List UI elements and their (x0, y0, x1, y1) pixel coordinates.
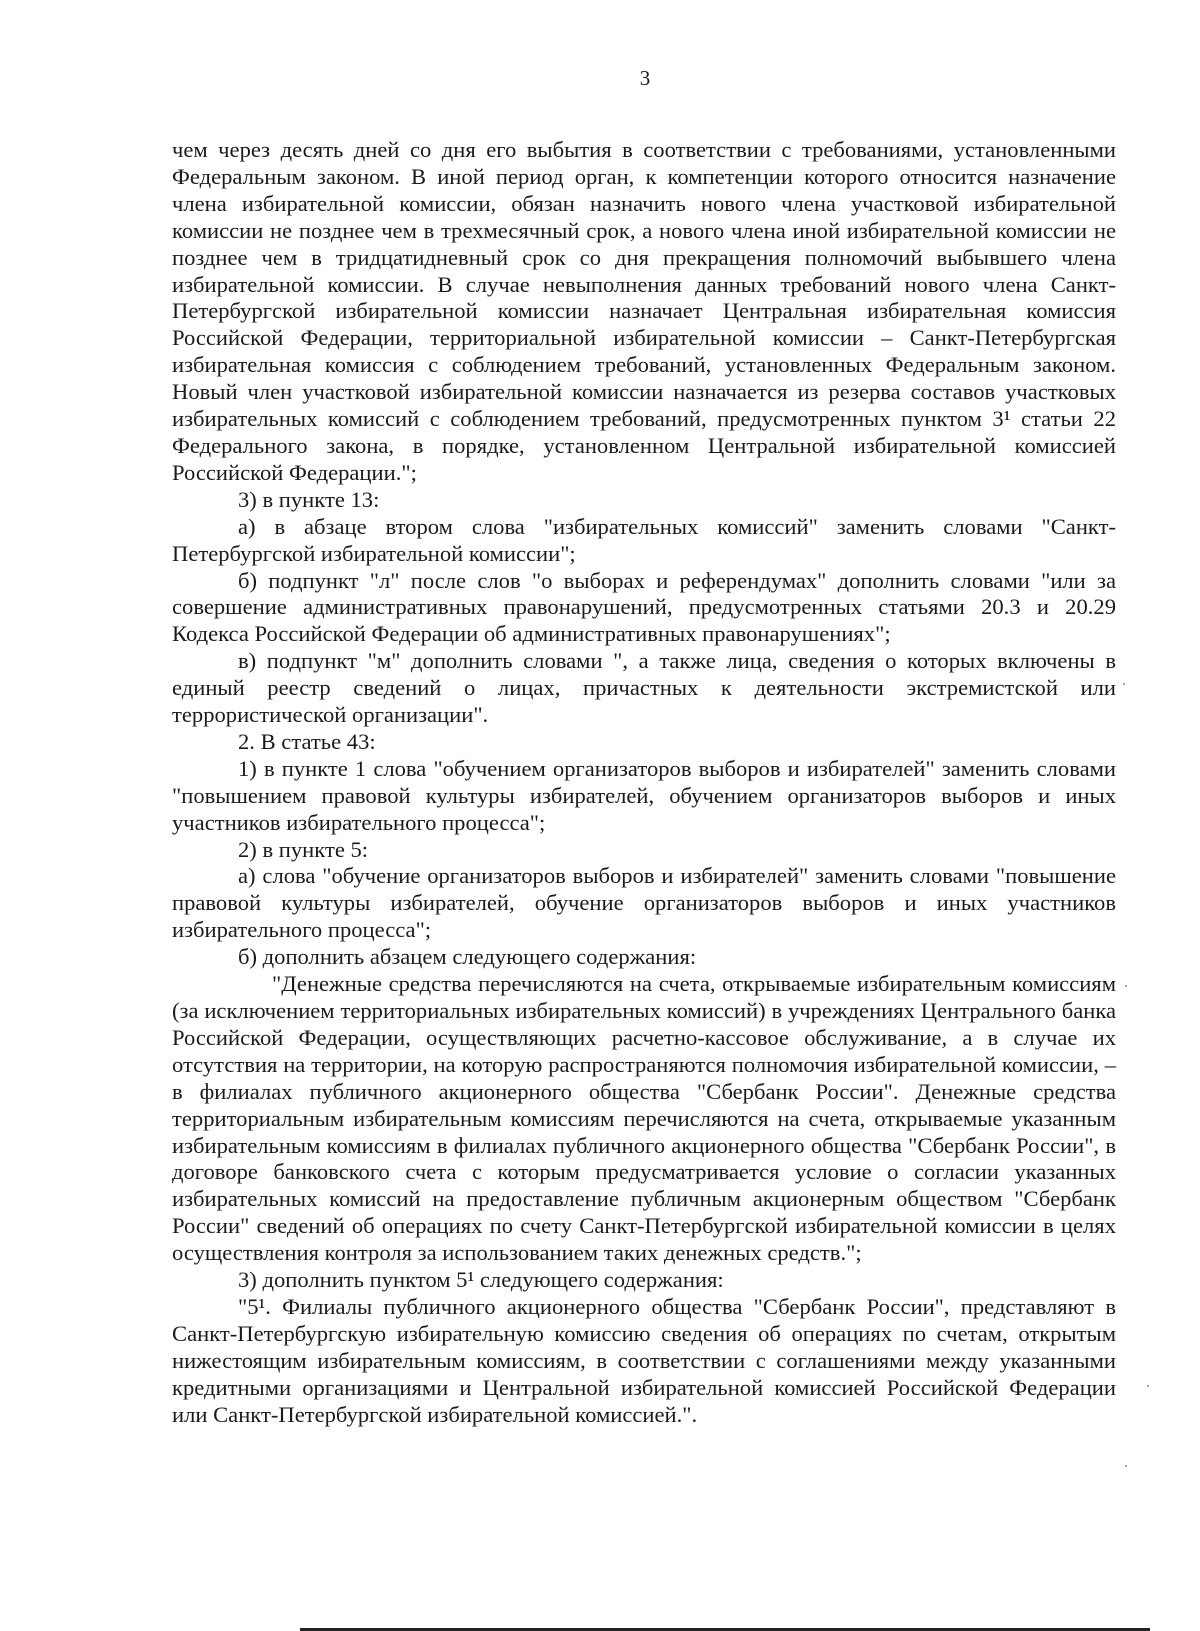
paragraph-quoted-5-1: "5¹. Филиалы публичного акционерного общества "Сбербанк России", представляют в Санкт-Петербургскую избирательную комиссию сведения об операциях по счетам, открытым нижестоящим избирательным комиссиям, в соответствии с соглашениями между указанными кредитными организациями и Центральной избирательной комиссией Российской Федерации или Санкт-Петербургской избирательной комиссией.". (172, 1293, 1116, 1427)
paragraph-item-2a: а) слова "обучение организаторов выборов и избирателей" заменить словами "повышение правовой культуры избирателей, обучение организаторов выборов и иных участников избирательного процесса"; (172, 863, 1116, 943)
paragraph-item-1: 1) в пункте 1 слова "обучением организаторов выборов и избирателей" заменить словами "повышением правовой культуры избирателей, обучением организаторов выборов и иных участников избирательного процесса"; (172, 755, 1116, 835)
paragraph-item-3b: б) подпункт "л" после слов "о выборах и референдумах" дополнить словами "или за совершение административных правонарушений, предусмотренных статьями 20.3 и 20.29 Кодекса Российской Федерации об административных правонарушениях"; (172, 567, 1116, 647)
document-body (172, 137, 1116, 1429)
scan-speck (1147, 1385, 1149, 1387)
page-number: 3 (639, 66, 651, 90)
scan-speck (1125, 1465, 1127, 1467)
paragraph-item-3a: а) в абзаце втором слова "избирательных комиссий" заменить словами "Санкт-Петербургской избирательной комиссии"; (172, 513, 1116, 566)
paragraph-item-2: 2) в пункте 5: (238, 836, 369, 862)
paragraph-item-2b: б) дополнить абзацем следующего содержания: (238, 944, 697, 970)
paragraph-item-3: 3) в пункте 13: (238, 486, 380, 512)
paragraph-item-3-add: 3) дополнить пунктом 5¹ следующего содержания: (238, 1267, 724, 1293)
paragraph-item-3v: в) подпункт "м" дополнить словами ", а также лица, сведения о которых включены в единый реестр сведений о лицах, причастных к деятельности экстремистской или террористической организации". (172, 648, 1116, 728)
paragraph-article-43: 2. В статье 43: (238, 728, 376, 754)
scan-speck (1125, 985, 1127, 987)
scan-speck (1123, 683, 1125, 685)
paragraph-quoted-funds: "Денежные средства перечисляются на счета, открываемые избирательным комиссиям (за исключением территориальных избирательных комиссий) в учреждениях Центрального банка Российской Федерации, осуществляющих расчетно-кассовое обслуживание, а в случае их отсутствия на территории, на которую распространяются полномочия избирательной комиссии, – в филиалах публичного акционерного общества "Сбербанк России". Денежные средства территориальным избирательным комиссиям перечисляются на счета, открываемые указанным избирательным комиссиям в филиалах публичного акционерного общества "Сбербанк России", в договоре банковского счета с которым предусматривается условие о согласии указанных избирательных комиссий на предоставление публичным акционерным обществом "Сбербанк России" сведений об операциях по счету Санкт-Петербургской избирательной комиссии в целях осуществления контроля за использованием таких денежных средств."; (172, 971, 1116, 1266)
paragraph-continuation: чем через десять дней со дня его выбытия в соответствии с требованиями, установленными Федеральным законом. В иной период орган, к компетенции которого относится назначение члена избирательной комиссии, обязан назначить нового члена участковой избирательной комиссии не позднее чем в трехмесячный срок, а нового члена иной избирательной комиссии не позднее чем в тридцатидневный срок со дня прекращения полномочий выбывшего члена избирательной комиссии. В случае невыполнения данных требований нового члена Санкт-Петербургской избирательной комиссии назначает Центральная избирательная комиссия Российской Федерации, территориальной избирательной комиссии – Санкт-Петербургская избирательная комиссия с соблюдением требований, установленных Федеральным законом. Новый член участковой избирательной комиссии назначается из резерва составов участковых избирательных комиссий с соблюдением требований, предусмотренных пунктом 3¹ статьи 22 Федерального закона, в порядке, установленном Центральной избирательной комиссией Российской Федерации."; (172, 137, 1116, 485)
